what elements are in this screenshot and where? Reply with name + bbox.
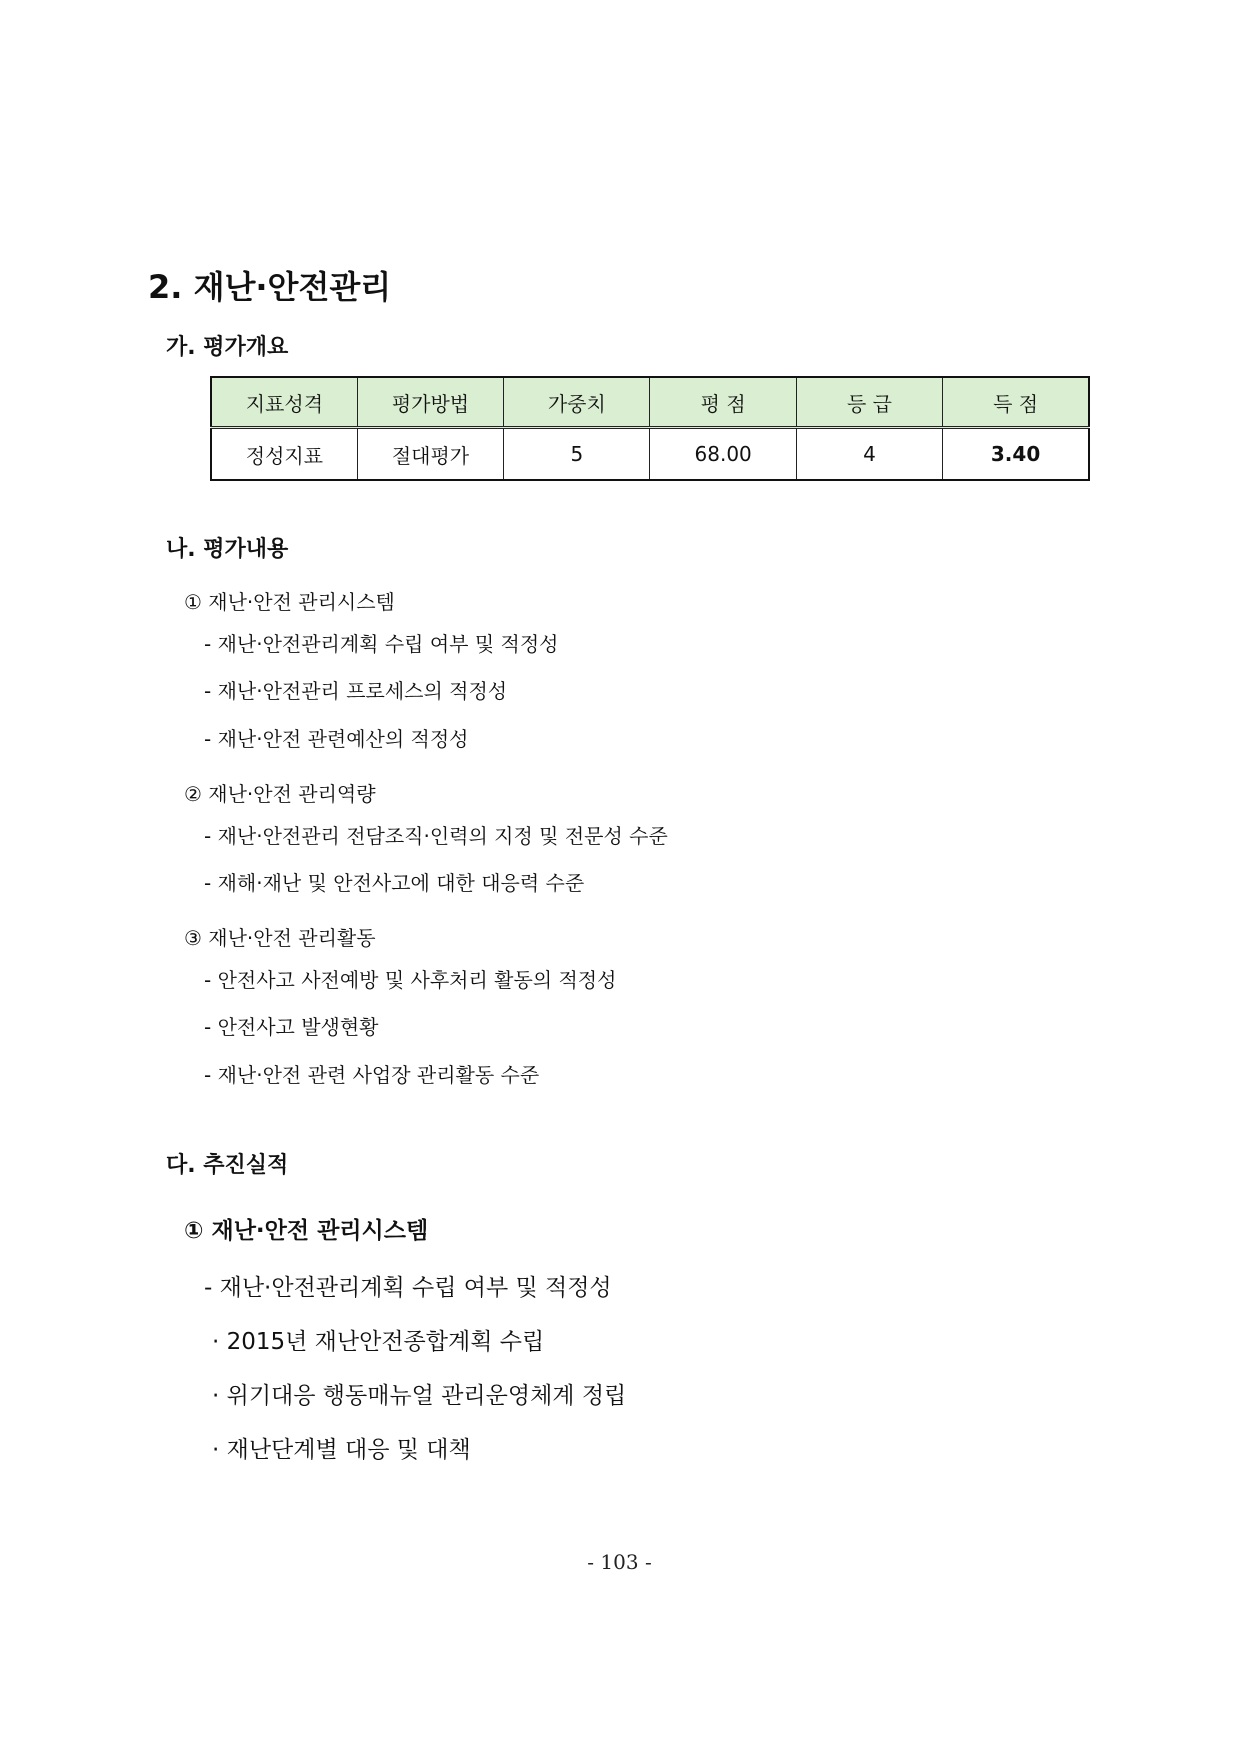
evaluation-table <box>210 376 1090 481</box>
content-heading: 나. 평가내용 <box>166 537 289 562</box>
header-score: 평 점 <box>650 377 796 428</box>
page-number: - 103 - <box>587 1550 652 1574</box>
list-item: - 재난·안전 관련 사업장 관리활동 수준 <box>204 1063 540 1087</box>
overview-heading: 가. 평가개요 <box>166 335 289 360</box>
group-title: ① 재난·안전 관리시스템 <box>184 590 395 614</box>
header-points: 득 점 <box>943 377 1089 428</box>
bullet-item: · 위기대응 행동매뉴얼 관리운영체계 정립 <box>212 1383 627 1409</box>
performance-heading: 다. 추진실적 <box>166 1153 289 1178</box>
list-item: - 재해·재난 및 안전사고에 대한 대응력 수준 <box>204 871 585 895</box>
bullet-item: · 재난단계별 대응 및 대책 <box>212 1437 471 1463</box>
bullet-item: · 2015년 재난안전종합계획 수립 <box>212 1329 545 1355</box>
cell-eval-method: 절대평가 <box>357 428 503 481</box>
cell-indicator-type: 정성지표 <box>211 428 357 481</box>
list-item: - 안전사고 발생현황 <box>204 1015 379 1039</box>
list-item: - 재난·안전관리계획 수립 여부 및 적정성 <box>204 1275 612 1301</box>
list-item: - 재난·안전관리계획 수립 여부 및 적정성 <box>204 632 559 656</box>
cell-grade: 4 <box>796 428 942 481</box>
section-title: 2. 재난·안전관리 <box>148 268 392 306</box>
performance-subheading: ① 재난·안전 관리시스템 <box>184 1218 429 1244</box>
group-title: ② 재난·안전 관리역량 <box>184 782 376 806</box>
table-header-row <box>211 377 1089 428</box>
cell-weight: 5 <box>504 428 650 481</box>
cell-points: 3.40 <box>943 428 1089 481</box>
list-item: - 안전사고 사전예방 및 사후처리 활동의 적정성 <box>204 968 617 992</box>
table-row <box>211 428 1089 481</box>
header-weight: 가중치 <box>504 377 650 428</box>
list-item: - 재난·안전관리 프로세스의 적정성 <box>204 679 508 703</box>
list-item: - 재난·안전관리 전담조직·인력의 지정 및 전문성 수준 <box>204 824 668 848</box>
cell-score: 68.00 <box>650 428 796 481</box>
group-title: ③ 재난·안전 관리활동 <box>184 926 376 950</box>
header-grade: 등 급 <box>796 377 942 428</box>
list-item: - 재난·안전 관련예산의 적정성 <box>204 727 469 751</box>
header-indicator-type: 지표성격 <box>211 377 357 428</box>
header-eval-method: 평가방법 <box>357 377 503 428</box>
